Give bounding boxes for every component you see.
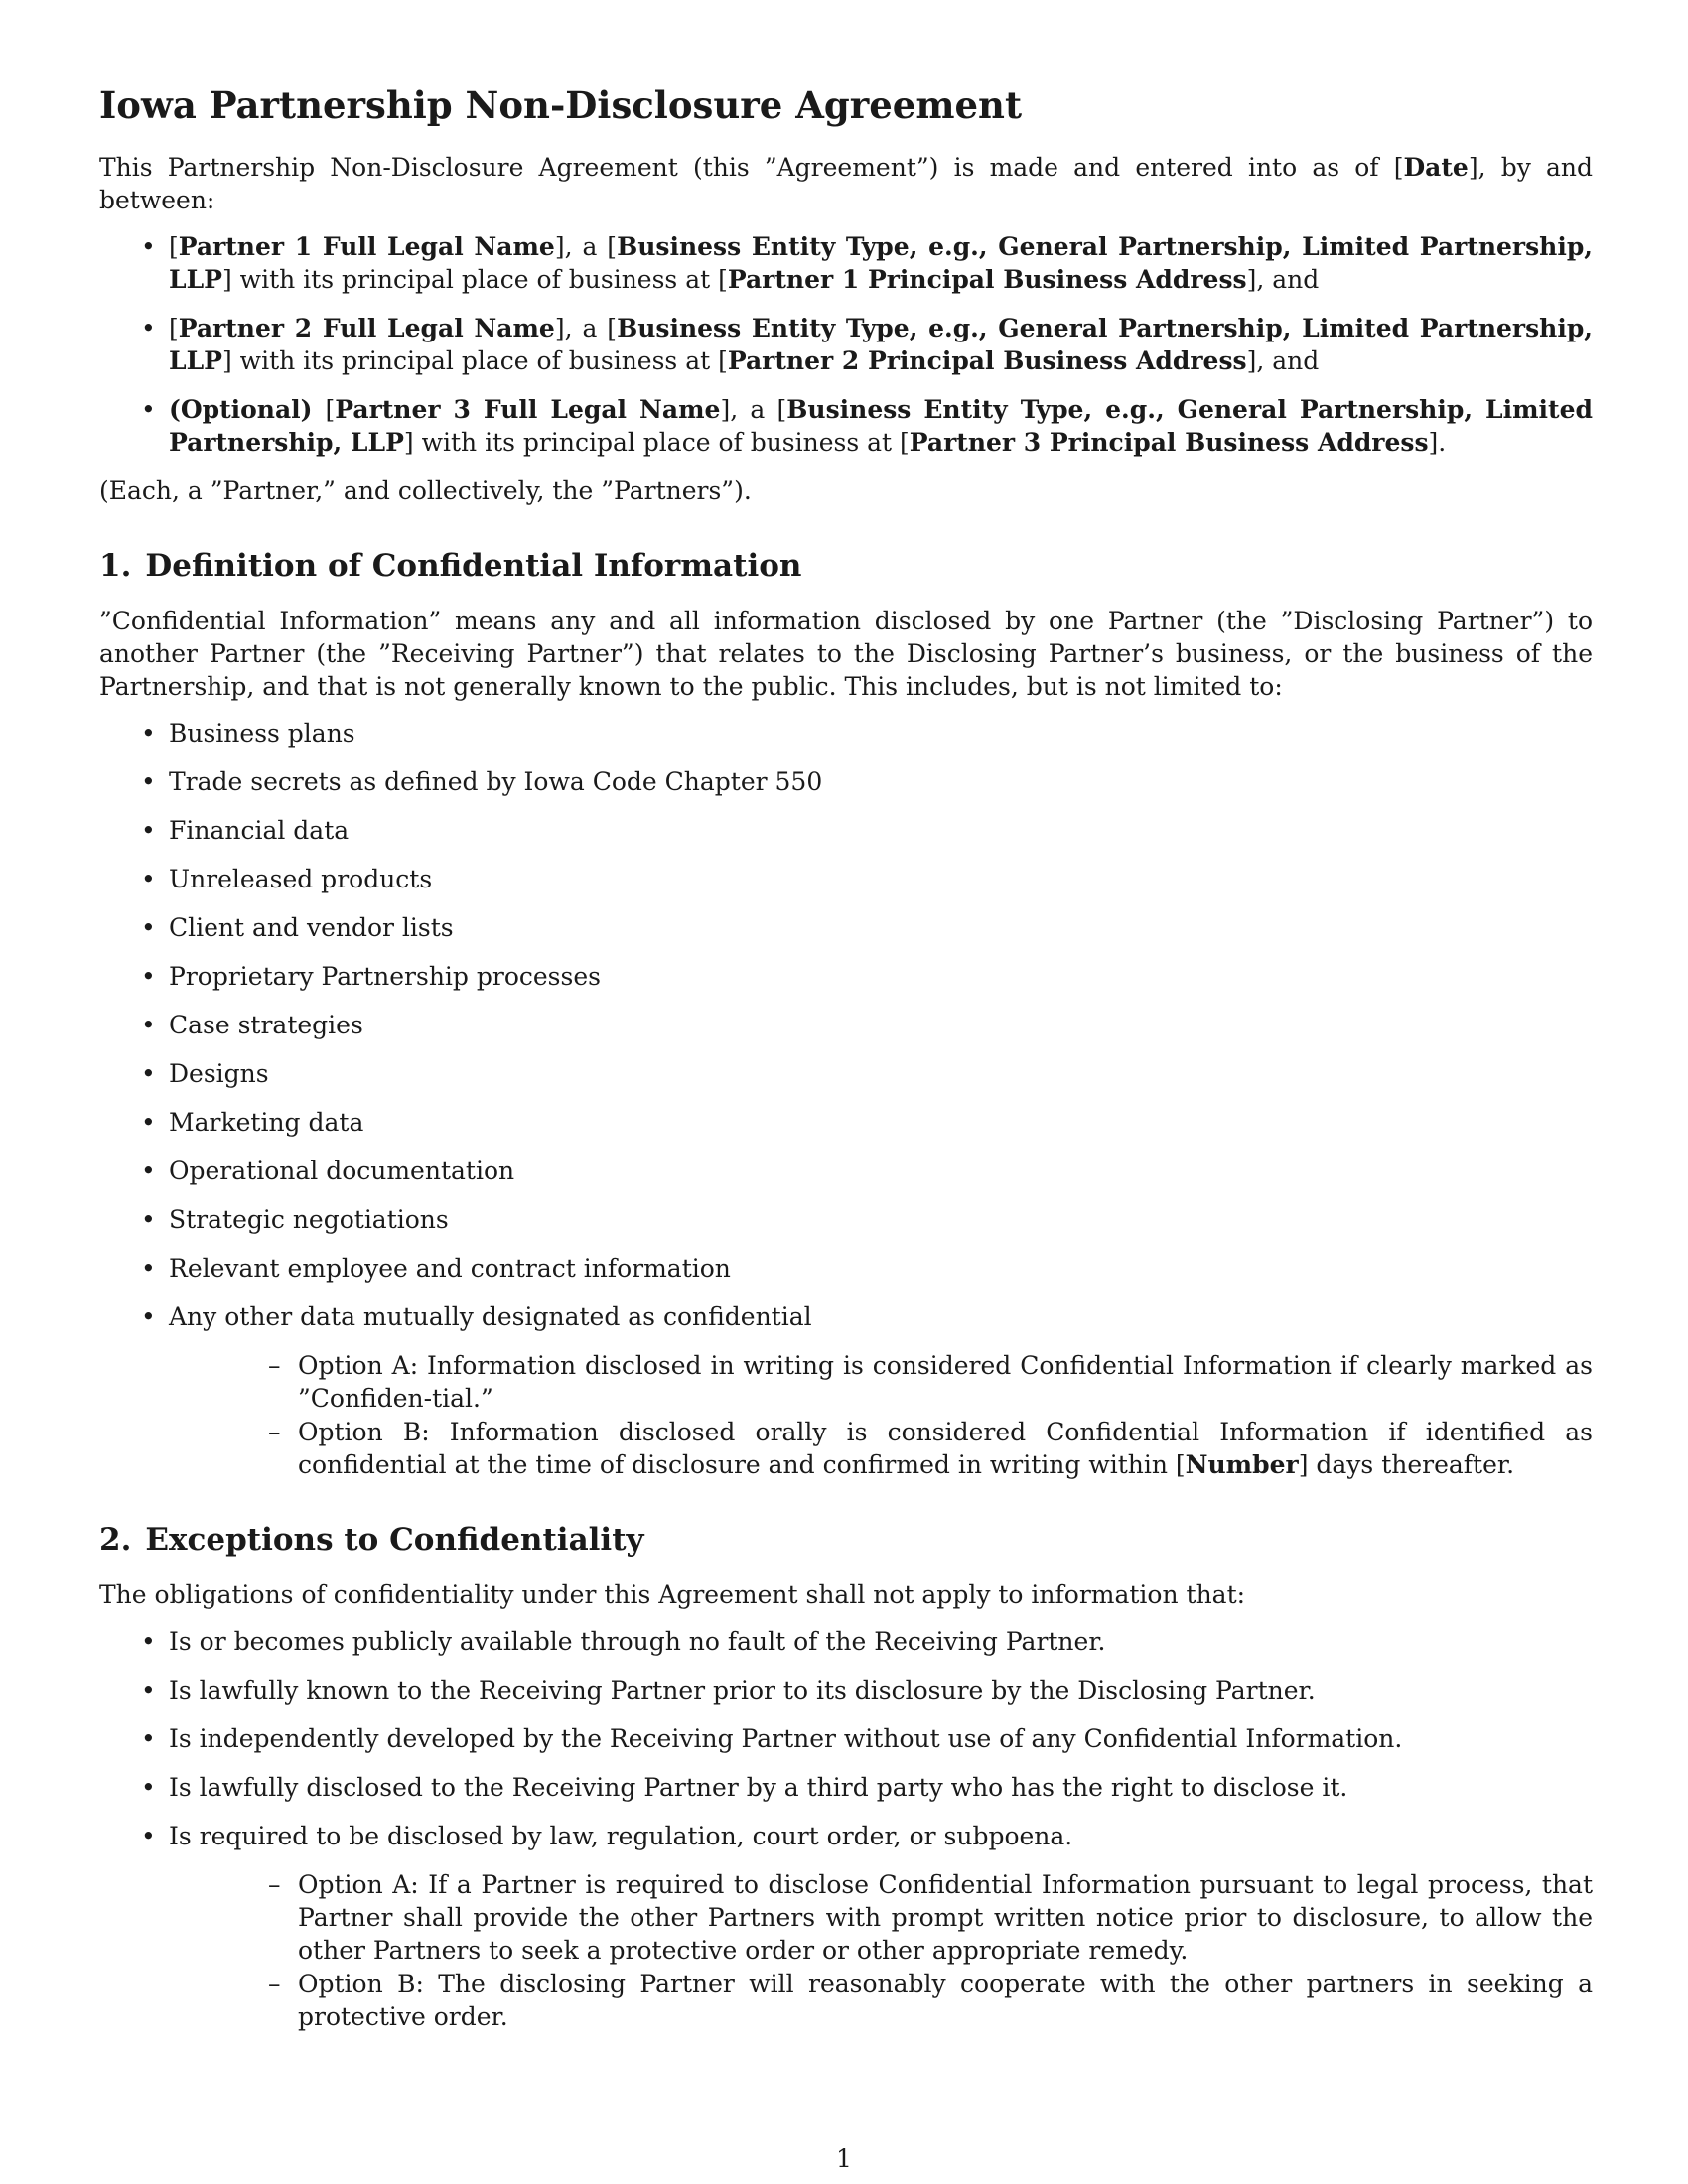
list-item: • Trade secrets as defined by Iowa Code Chapter 550 [99, 765, 1593, 798]
party-address: Partner 1 Principal Business Address [727, 265, 1247, 294]
section-body: ”Confidential Information” means any and all information disclosed by one Partner (the ”Disclosing Partner”) to another Partner (the ”Receiving Partner”) that relates to the Disclosing Partner’s business, or the business of the Partnership, and that is not generally known to the public. This includes, but is not limited to: [99, 607, 1593, 701]
section-number: 1. [99, 548, 132, 584]
section-title: Definition of Confidential Information [145, 548, 802, 584]
list-item: • Financial data [99, 814, 1593, 847]
party-name: Partner 3 Full Legal Name [335, 395, 721, 424]
list-item: • Case strategies [99, 1009, 1593, 1041]
options-list [169, 1349, 1593, 1481]
intro-text-post: , by and between: [99, 153, 1593, 214]
section-body: The obligations of confidentiality under this Agreement shall not apply to information that: [99, 1580, 1246, 1609]
list-item [99, 1820, 1593, 2033]
exceptions-list [99, 1625, 1593, 2033]
option-item: – Option B: The disclosing Partner will reasonably cooperate with the other partners in seeking a protective order. [169, 1968, 1593, 2033]
party-entity-type: Business Entity Type, e.g., General Partnership, Limited Partnership, LLP [169, 395, 1593, 457]
party-address: Partner 3 Principal Business Address [909, 428, 1429, 457]
number-placeholder: Number [1185, 1450, 1299, 1479]
list-item: • Marketing data [99, 1106, 1593, 1139]
intro-text-pre: This Partnership Non-Disclosure Agreement (this ”Agreement”) is made and entered into as of [99, 153, 1394, 182]
list-item: • Unreleased products [99, 863, 1593, 895]
document-content [99, 83, 1593, 2049]
intro-paragraph: This Partnership Non-Disclosure Agreement (this ”Agreement”) is made and entered into as of [Date], by and between: [99, 153, 1593, 214]
parties-list [99, 230, 1593, 459]
list-item-text: Is required to be disclosed by law, regulation, court order, or subpoena. [169, 1822, 1073, 1850]
party-ending: , and [1256, 265, 1320, 294]
list-item [99, 1300, 1593, 1481]
party-name: Partner 2 Full Legal Name [178, 314, 555, 342]
confidential-items-list [99, 717, 1593, 1481]
document-title: Iowa Partnership Non-Disclosure Agreement [99, 83, 1023, 127]
party-ending: . [1438, 428, 1447, 457]
section-title: Exceptions to Confidentiality [145, 1522, 644, 1558]
parties-summary: (Each, a ”Partner,” and collectively, the ”Partners”). [99, 477, 752, 505]
party-item: • [Partner 1 Full Legal Name], a [Business Entity Type, e.g., General Partnership, Limited Partnership, LLP] with its principal place of business at [Partner 1 Principal Business Address], and [99, 230, 1593, 296]
options-list [169, 1868, 1593, 2033]
page-number: 1 [836, 2144, 852, 2173]
list-item: • Relevant employee and contract information [99, 1252, 1593, 1285]
party-item: • [Partner 2 Full Legal Name], a [Business Entity Type, e.g., General Partnership, Limited Partnership, LLP] with its principal place of business at [Partner 2 Principal Business Address], and [99, 312, 1593, 377]
option-text-post: ] days thereafter. [1298, 1450, 1515, 1479]
party-item: • (Optional) [Partner 3 Full Legal Name], a [Business Entity Type, e.g., General Partnership, Limited Partnership, LLP] with its principal place of business at [Partner 3 Principal Business Address]. [99, 393, 1593, 459]
option-item: – Option A: Information disclosed in writing is considered Confidential Information if clearly marked as ”Confiden-tial.” [169, 1349, 1593, 1415]
list-item-text: Any other data mutually designated as confidential [169, 1302, 812, 1331]
party-entity-type: Business Entity Type, e.g., General Partnership, Limited Partnership, LLP [169, 232, 1594, 294]
section-heading [99, 547, 1593, 585]
option-text-pre: Option B: Information disclosed orally is considered Confidential Information if identified as confidential at the time of disclosure and confirmed in writing within [ [298, 1418, 1593, 1479]
list-item: • Designs [99, 1057, 1593, 1090]
list-item: • Is independently developed by the Receiving Partner without use of any Confidential Information. [99, 1722, 1593, 1755]
list-item: • Proprietary Partnership processes [99, 960, 1593, 993]
date-placeholder: Date [1403, 153, 1469, 182]
list-item: • Is or becomes publicly available through no fault of the Receiving Partner. [99, 1625, 1593, 1658]
list-item: • Strategic negotiations [99, 1203, 1593, 1236]
party-address: Partner 2 Principal Business Address [727, 346, 1247, 375]
section-number: 2. [99, 1522, 132, 1558]
list-item: • Is lawfully disclosed to the Receiving Partner by a third party who has the right to disclose it. [99, 1771, 1593, 1804]
section-heading [99, 1521, 1593, 1559]
party-ending: , and [1256, 346, 1320, 375]
list-item: • Is lawfully known to the Receiving Partner prior to its disclosure by the Disclosing Partner. [99, 1674, 1593, 1706]
option-item: – Option A: If a Partner is required to disclose Confidential Information pursuant to legal process, that Partner shall provide the other Partners with prompt written notice prior to disclosure, to allow the other Partners to seek a protective order or other appropriate remedy. [169, 1868, 1593, 1967]
party-entity-type: Business Entity Type, e.g., General Partnership, Limited Partnership, LLP [169, 314, 1594, 375]
party-prefix: (Optional) [169, 395, 326, 424]
list-item: • Client and vendor lists [99, 911, 1593, 944]
list-item: • Business plans [99, 717, 1593, 750]
list-item: • Operational documentation [99, 1155, 1593, 1187]
option-item [169, 1416, 1593, 1481]
party-name: Partner 1 Full Legal Name [178, 232, 555, 261]
